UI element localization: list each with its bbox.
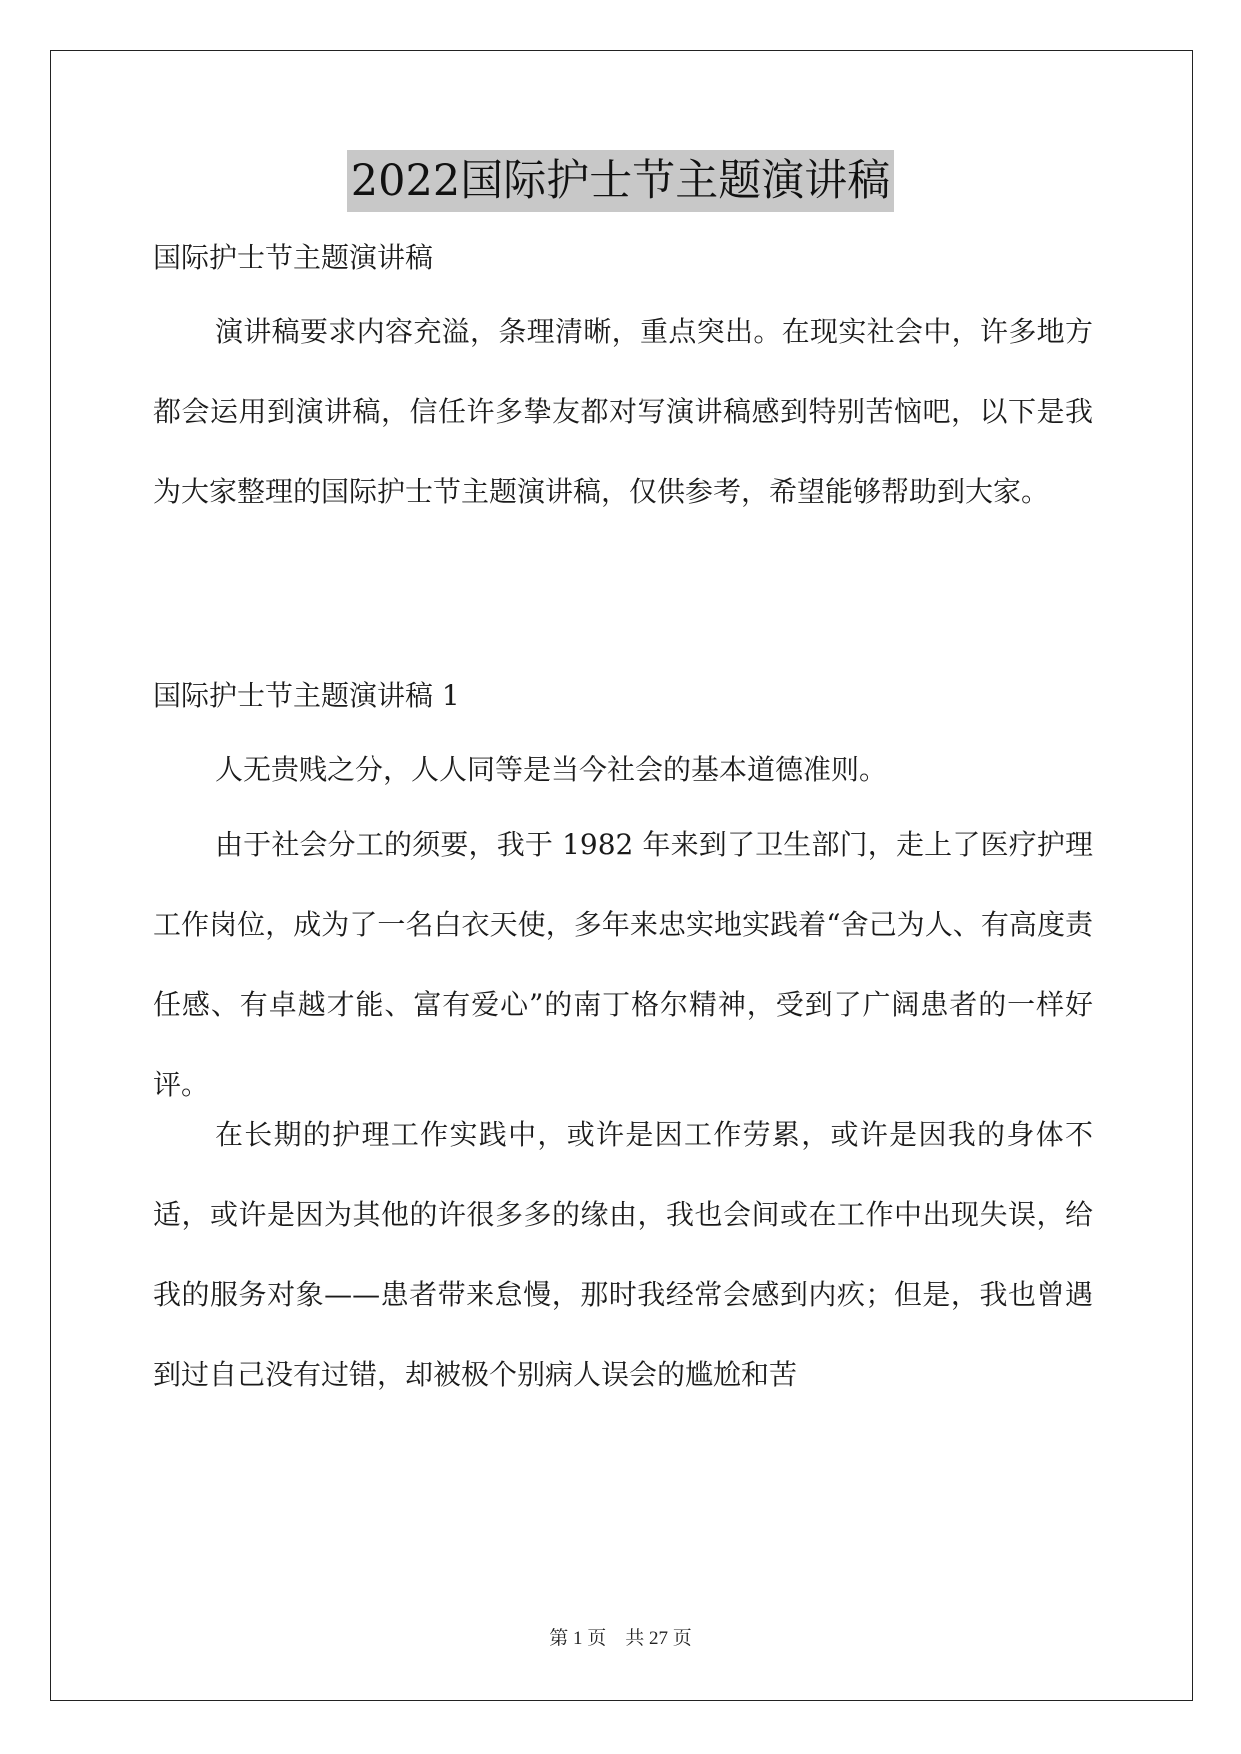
section-heading: 国际护士节主题演讲稿 1: [153, 679, 460, 712]
intro-paragraph: 演讲稿要求内容充溢，条理清晰，重点突出。在现实社会中，许多地方都会运用到演讲稿，信任许多挚友都对写演讲稿感到特别苦恼吧，以下是我为大家整理的国际护士节主题演讲稿，仅供参考，希望能够帮助到大家。: [153, 315, 1093, 508]
page-number-footer: 第 1 页 共 27 页: [549, 1628, 692, 1649]
body-paragraph-2: 由于社会分工的须要，我于 1982 年来到了卫生部门，走上了医疗护理工作岗位，成为了一名白衣天使，多年来忠实地实践着“舍己为人、有高度责任感、有卓越才能、富有爱心”的南丁格尔精神，受到了广阔患者的一样好评。: [153, 828, 1093, 1101]
title-container: [0, 150, 1241, 212]
body-paragraph-1: 人无贵贱之分，人人同等是当今社会的基本道德准则。: [215, 753, 888, 786]
document-title: 2022国际护士节主题演讲稿: [347, 150, 894, 212]
body-paragraph-3: 在长期的护理工作实践中，或许是因工作劳累，或许是因我的身体不适，或许是因为其他的许很多多的缘由，我也会间或在工作中出现失误，给我的服务对象——患者带来怠慢，那时我经常会感到内疚；但是，我也曾遇到过自己没有过错，却被极个别病人误会的尴尬和苦: [153, 1118, 1093, 1391]
document-subtitle: 国际护士节主题演讲稿: [153, 241, 434, 274]
